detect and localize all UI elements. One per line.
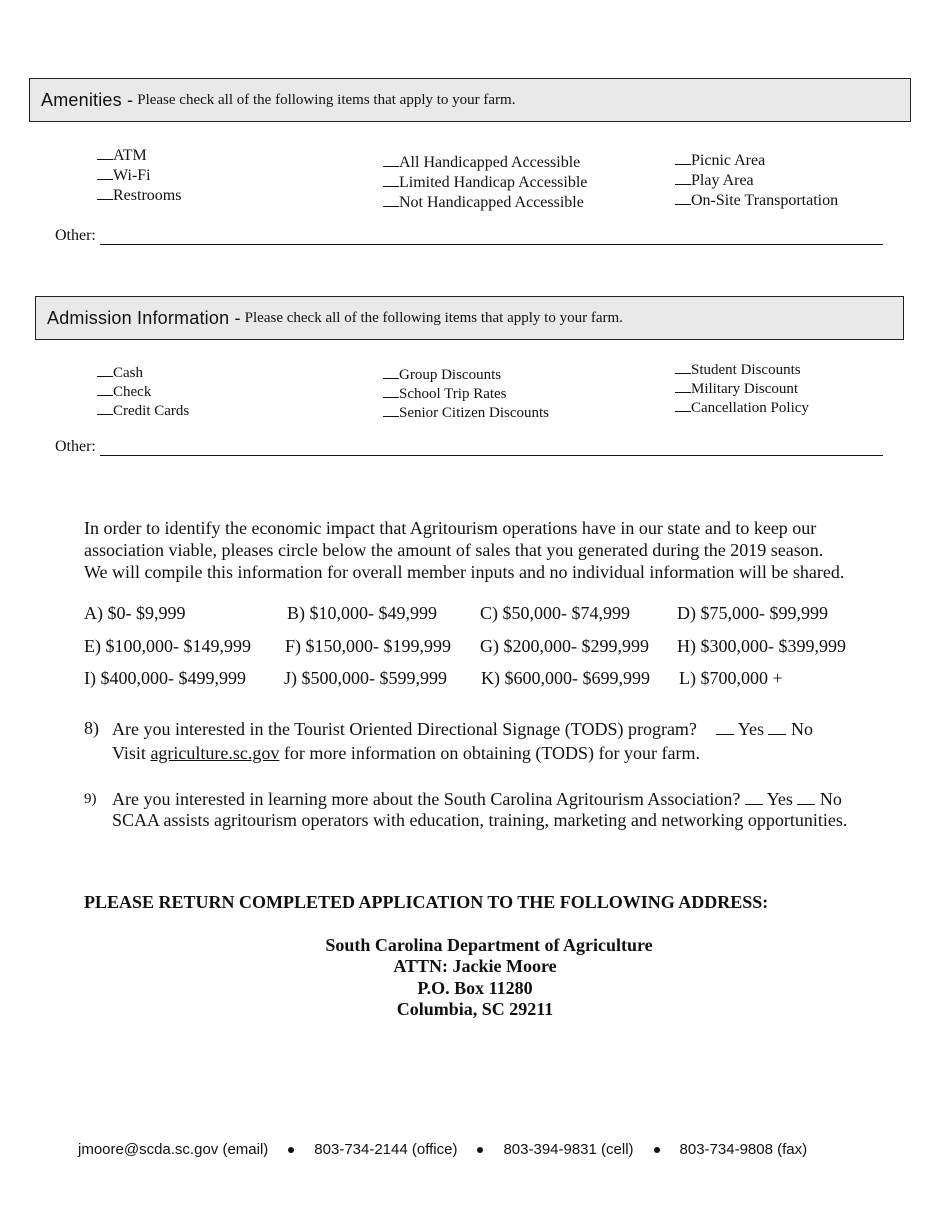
- amenities-col2: [383, 153, 587, 213]
- checkbox-item[interactable]: Senior Citizen Discounts: [383, 403, 549, 422]
- admission-description: Please check all of the following items that apply to your farm.: [244, 309, 623, 326]
- checkbox-item[interactable]: Picnic Area: [675, 151, 838, 171]
- amenities-other-field[interactable]: [100, 230, 883, 245]
- sales-option-i[interactable]: I) $400,000- $499,999: [84, 668, 246, 688]
- admission-col3: [675, 360, 809, 417]
- sales-option-d[interactable]: D) $75,000- $99,999: [677, 603, 828, 623]
- other-label: Other:: [55, 227, 96, 244]
- sales-option-k[interactable]: K) $600,000- $699,999: [481, 668, 650, 688]
- footer-fax: 803-734-9808 (fax): [679, 1141, 808, 1158]
- question-9-number: 9): [84, 791, 97, 807]
- checkbox-item[interactable]: Credit Cards: [97, 401, 189, 420]
- checkbox-item[interactable]: Cash: [97, 363, 189, 382]
- checkbox-item[interactable]: ATM: [97, 146, 181, 166]
- contact-footer: [78, 1141, 807, 1158]
- sales-option-b[interactable]: B) $10,000- $49,999: [287, 603, 437, 623]
- q9-no-blank[interactable]: [797, 790, 815, 805]
- question-9-note: SCAA assists agritourism operators with education, training, marketing and networking opportunities.: [112, 810, 848, 830]
- amenities-title: Amenities -: [41, 89, 134, 110]
- economic-paragraph: [84, 517, 844, 583]
- admission-other-row: [55, 438, 883, 456]
- admission-col2: [383, 365, 549, 422]
- q9-yes-blank[interactable]: [745, 790, 763, 805]
- question-8-number: 8): [84, 718, 99, 738]
- sales-option-a[interactable]: A) $0- $9,999: [84, 603, 186, 623]
- amenities-col3: [675, 151, 838, 211]
- checkbox-item[interactable]: Restrooms: [97, 186, 181, 206]
- sales-option-f[interactable]: F) $150,000- $199,999: [285, 636, 451, 656]
- bullet-icon: [477, 1147, 483, 1153]
- address-line-3: P.O. Box 11280: [417, 978, 533, 998]
- q9-yes-label: Yes: [766, 789, 793, 809]
- sales-option-e[interactable]: E) $100,000- $149,999: [84, 636, 251, 656]
- paragraph-line: We will compile this information for overall member inputs and no individual information will be shared.: [84, 562, 845, 582]
- q8-visit-suffix: for more information on obtaining (TODS) for your farm.: [283, 743, 700, 763]
- checkbox-item[interactable]: Student Discounts: [675, 360, 809, 379]
- amenities-other-row: [55, 227, 883, 245]
- question-9: [112, 789, 847, 831]
- sales-option-j[interactable]: J) $500,000- $599,999: [284, 668, 447, 688]
- q8-no-blank[interactable]: [768, 720, 786, 735]
- sales-option-l[interactable]: L) $700,000 +: [679, 668, 783, 688]
- paragraph-line: association viable, pleases circle below the amount of sales that you generated during the 2019 season.: [84, 540, 824, 560]
- agriculture-link[interactable]: agriculture.sc.gov: [150, 743, 280, 763]
- sales-option-h[interactable]: H) $300,000- $399,999: [677, 636, 846, 656]
- amenities-header: [29, 78, 911, 122]
- q8-no-label: No: [790, 719, 813, 739]
- checkbox-item[interactable]: All Handicapped Accessible: [383, 153, 587, 173]
- admission-header: [35, 296, 904, 340]
- q8-yes-blank[interactable]: [716, 720, 734, 735]
- checkbox-item[interactable]: Check: [97, 382, 189, 401]
- bullet-icon: [654, 1147, 660, 1153]
- checkbox-item[interactable]: Cancellation Policy: [675, 398, 809, 417]
- admission-col1: [97, 363, 189, 420]
- q8-visit-prefix: Visit: [112, 743, 146, 763]
- question-8: [112, 718, 813, 765]
- address-line-1: South Carolina Department of Agriculture: [325, 935, 653, 955]
- sales-option-c[interactable]: C) $50,000- $74,999: [480, 603, 630, 623]
- checkbox-item[interactable]: Play Area: [675, 171, 838, 191]
- footer-office: 803-734-2144 (office): [314, 1141, 458, 1158]
- amenities-col1: [97, 146, 181, 206]
- question-8-text: Are you interested in the Tourist Oriented Directional Signage (TODS) program?: [112, 719, 697, 739]
- admission-other-field[interactable]: [100, 441, 883, 456]
- checkbox-item[interactable]: School Trip Rates: [383, 384, 549, 403]
- checkbox-item[interactable]: Group Discounts: [383, 365, 549, 384]
- q9-no-label: No: [819, 789, 842, 809]
- admission-title: Admission Information -: [47, 307, 241, 328]
- checkbox-item[interactable]: On-Site Transportation: [675, 191, 838, 211]
- return-heading: PLEASE RETURN COMPLETED APPLICATION TO THE FOLLOWING ADDRESS:: [84, 892, 769, 912]
- q8-yes-label: Yes: [737, 719, 764, 739]
- checkbox-item[interactable]: Not Handicapped Accessible: [383, 193, 587, 213]
- checkbox-item[interactable]: Military Discount: [675, 379, 809, 398]
- sales-option-g[interactable]: G) $200,000- $299,999: [480, 636, 649, 656]
- checkbox-item[interactable]: Wi-Fi: [97, 166, 181, 186]
- paragraph-line: In order to identify the economic impact that Agritourism operations have in our state and to keep our: [84, 518, 817, 538]
- question-9-text: Are you interested in learning more about the South Carolina Agritourism Association?: [112, 789, 741, 809]
- other-label: Other:: [55, 438, 96, 455]
- amenities-description: Please check all of the following items that apply to your farm.: [137, 91, 516, 108]
- footer-email[interactable]: jmoore@scda.sc.gov (email): [78, 1141, 269, 1158]
- address-line-2: ATTN: Jackie Moore: [393, 956, 557, 976]
- bullet-icon: [288, 1147, 294, 1153]
- checkbox-item[interactable]: Limited Handicap Accessible: [383, 173, 587, 193]
- address-line-4: Columbia, SC 29211: [396, 999, 554, 1019]
- footer-cell: 803-394-9831 (cell): [503, 1141, 634, 1158]
